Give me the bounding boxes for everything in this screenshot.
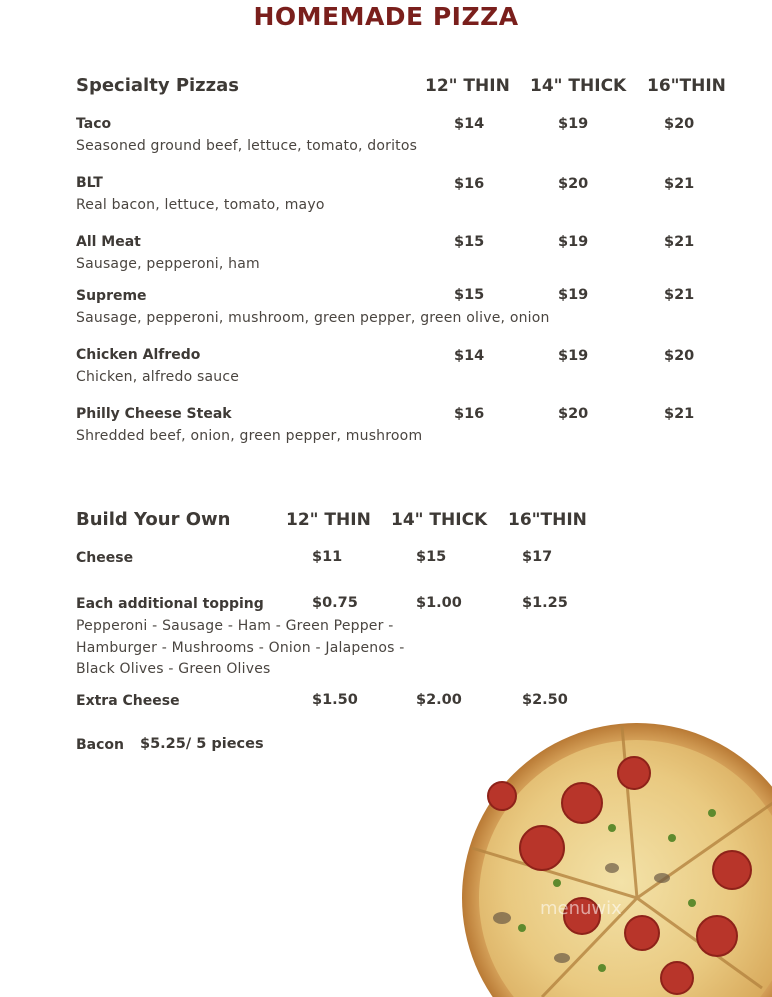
specialty-size-12-thin: 12" THIN [425,76,510,96]
item-desc: Sausage, pepperoni, mushroom, green pepper, green olive, onion [76,310,550,326]
topping-list-line: Hamburger - Mushrooms - Onion - Jalapenos - [76,640,405,656]
topping-list-line: Black Olives - Green Olives [76,661,271,677]
price-16-thin: $1.25 [522,595,568,611]
price-14-thick: $20 [558,406,589,422]
price-12-thin: $16 [454,406,485,422]
build-size-14-thick: 14" THICK [391,510,488,530]
topping-list-line: Pepperoni - Sausage - Ham - Green Pepper - [76,618,394,634]
specialty-size-14-thick: 14" THICK [530,76,627,96]
price-16-thin: $17 [522,549,553,565]
price-14-thick: $2.00 [416,692,462,708]
price-12-thin: $15 [454,287,485,303]
price-12-thin: $16 [454,176,485,192]
item-name: Taco [76,116,112,132]
price-16-thin: $21 [664,234,695,250]
watermark: menuwix [540,898,622,919]
item-desc: Chicken, alfredo sauce [76,369,240,385]
price-12-thin: $14 [454,116,485,132]
price-14-thick: $20 [558,176,589,192]
bacon-price: $5.25/ 5 pieces [140,736,264,752]
item-name: Philly Cheese Steak [76,406,232,422]
price-16-thin: $20 [664,116,695,132]
build-size-16-thin: 16"THIN [508,510,587,530]
item-desc: Sausage, pepperoni, ham [76,256,260,272]
item-name: Chicken Alfredo [76,347,201,363]
price-16-thin: $21 [664,287,695,303]
build-size-12-thin: 12" THIN [286,510,371,530]
pizza-photo [462,718,772,997]
item-name: All Meat [76,234,141,250]
specialty-size-16-thin: 16"THIN [647,76,726,96]
item-name: Each additional topping [76,596,264,612]
price-14-thick: $19 [558,234,589,250]
price-12-thin: $1.50 [312,692,358,708]
price-12-thin: $0.75 [312,595,358,611]
item-name: Supreme [76,288,147,304]
price-16-thin: $20 [664,348,695,364]
item-name: Extra Cheese [76,693,180,709]
price-14-thick: $1.00 [416,595,462,611]
price-14-thick: $19 [558,287,589,303]
item-desc: Seasoned ground beef, lettuce, tomato, doritos [76,138,418,154]
price-14-thick: $19 [558,116,589,132]
bacon-label: Bacon [76,737,125,753]
item-desc: Real bacon, lettuce, tomato, mayo [76,197,325,213]
price-16-thin: $21 [664,406,695,422]
item-name: BLT [76,175,103,191]
item-name: Cheese [76,550,134,566]
price-12-thin: $14 [454,348,485,364]
build-heading: Build Your Own [76,509,231,530]
item-desc: Shredded beef, onion, green pepper, mushroom [76,428,423,444]
price-16-thin: $2.50 [522,692,568,708]
specialty-heading: Specialty Pizzas [76,75,239,96]
menu-title: HOMEMADE PIZZA [253,2,519,31]
price-16-thin: $21 [664,176,695,192]
price-12-thin: $15 [454,234,485,250]
price-12-thin: $11 [312,549,343,565]
price-14-thick: $19 [558,348,589,364]
price-14-thick: $15 [416,549,447,565]
